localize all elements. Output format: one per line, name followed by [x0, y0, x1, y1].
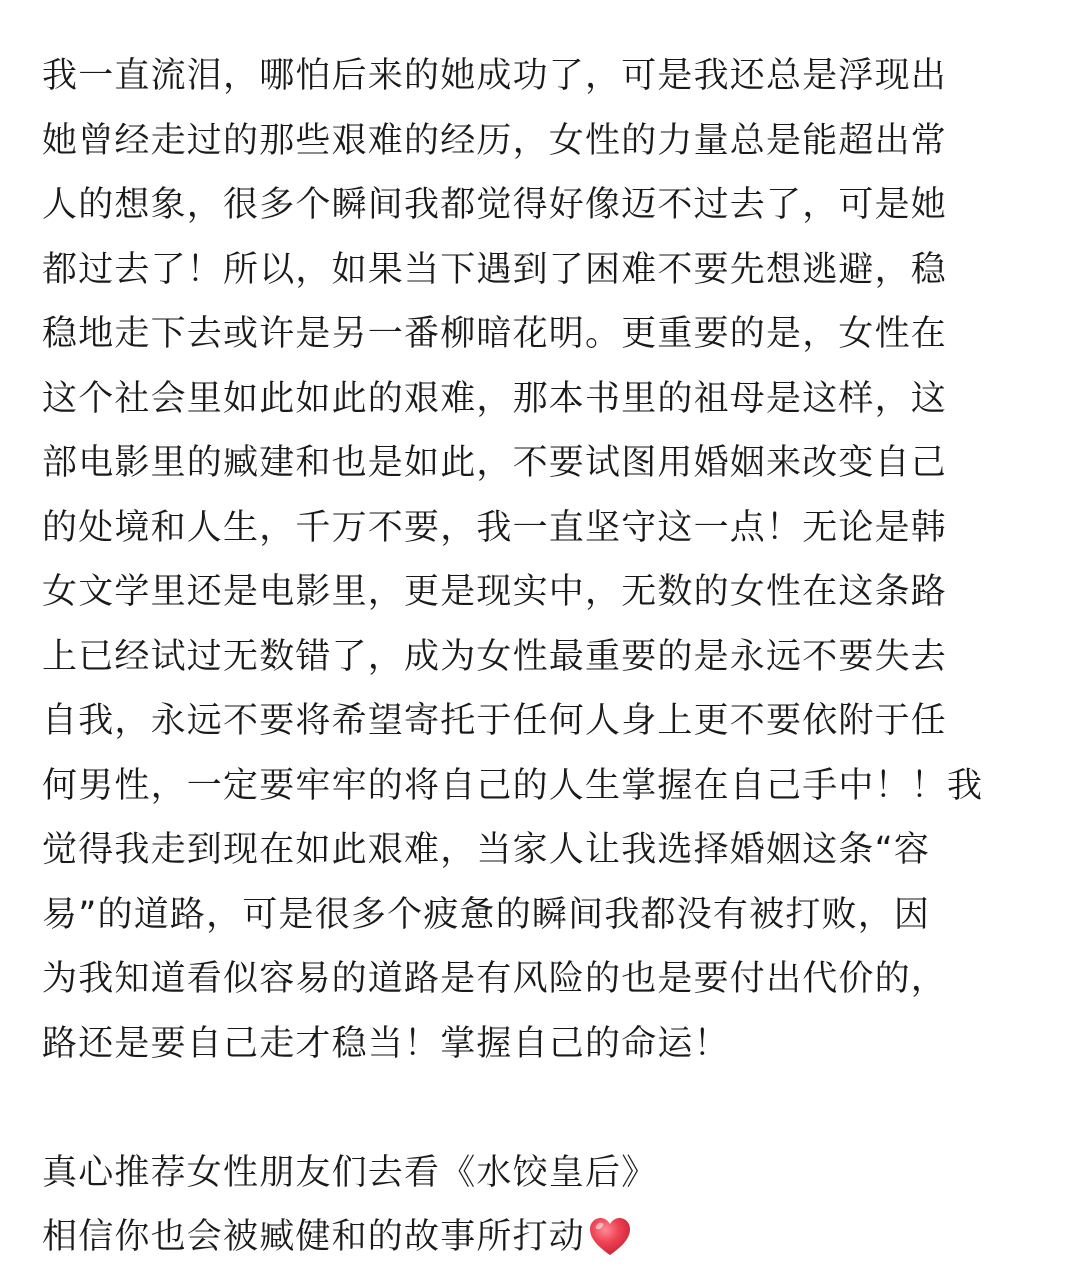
paragraph-line: 我一直流泪，哪怕后来的她成功了，可是我还总是浮现出	[42, 56, 948, 96]
paragraph-line: 易”的道路，可是很多个疲惫的瞬间我都没有被打败，因	[42, 894, 931, 935]
paragraph-line: 觉得我走到现在如此艰难，当家人让我选择婚姻这条“容	[42, 830, 931, 870]
paragraph-line: 她曾经走过的那些艰难的经历，女性的力量总是能超出常	[42, 120, 948, 161]
paragraph-line: 这个社会里如此如此的艰难，那本书里的祖母是这样，这	[42, 378, 948, 419]
recommend-line: 真心推荐女性朋友们去看《水饺皇后》	[42, 1152, 658, 1193]
closing-line-row	[42, 1205, 1044, 1270]
paragraph-line: 何男性，一定要牢牢的将自己的人生掌握在自己手中！！我	[42, 765, 984, 806]
paragraph-line: 路还是要自己走才稳当！掌握自己的命运！	[42, 1023, 730, 1064]
paragraph-line: 上已经试过无数错了，成为女性最重要的是永远不要失去	[42, 636, 948, 677]
paragraph-line: 的处境和人生，千万不要，我一直坚守这一点！无论是韩	[42, 507, 948, 548]
paragraph-line: 都过去了！所以，如果当下遇到了困难不要先想逃避，稳	[42, 249, 948, 290]
paragraph-line: 自我，永远不要将希望寄托于任何人身上更不要依附于任	[42, 701, 948, 741]
paragraph	[42, 44, 1044, 1076]
paragraph-line: 部电影里的臧建和也是如此，不要试图用婚姻来改变自己	[42, 443, 948, 483]
heart-icon	[587, 1214, 633, 1260]
paragraph-line: 女文学里还是电影里，更是现实中，无数的女性在这条路	[42, 572, 948, 612]
paragraph-line: 人的想象，很多个瞬间我都觉得好像迈不过去了，可是她	[42, 185, 948, 225]
closing-line: 相信你也会被臧健和的故事所打动	[42, 1217, 586, 1257]
blank-line	[42, 1076, 1044, 1141]
paragraph-line: 稳地走下去或许是另一番柳暗花明。更重要的是，女性在	[42, 314, 948, 354]
paragraph-line: 为我知道看似容易的道路是有风险的也是要付出代价的，	[42, 959, 948, 999]
